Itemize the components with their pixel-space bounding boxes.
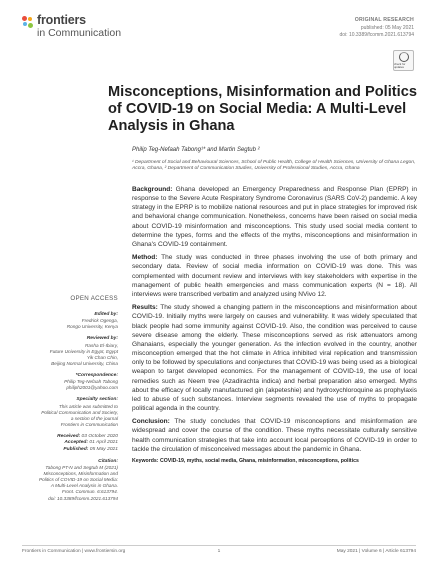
citation-line: Front. Commun. 6:613794. xyxy=(61,489,118,495)
article-type: ORIGINAL RESEARCH xyxy=(354,17,414,23)
keywords xyxy=(132,458,417,465)
footer-issue-info: May 2021 | Volume 6 | Article 613794 xyxy=(336,549,416,554)
abstract-background xyxy=(132,185,417,249)
edited-by-heading: Edited by: xyxy=(94,312,118,317)
keywords-label: Keywords: xyxy=(132,458,159,465)
keywords-text: COVID-19, myths, social media, Ghana, misinformation, misconceptions, politics xyxy=(158,458,359,465)
published-date-sidebar xyxy=(22,447,118,453)
background-text: Ghana developed an Emergency Preparedness and Response Plan (EPRP) in response to the Severe Acute Respiratory Syndrome Coronavirus (SARS CoV-2) pandemic. A key strategy in the EPRP is to mobilize national resources and put in place strategies for improved risk and behavioral change communication. Nonetheless, concerns have been raised on social media about COVID-19 misinformation and misconceptions. This study used social media content to determine the types, forms and the effects of the myths, misconceptions and misinformation in Ghana's COVID-19 containment. xyxy=(132,186,417,248)
citation-line: A Multi-Level Analysis in Ghana. xyxy=(50,483,118,489)
published-label: Published: xyxy=(63,446,89,452)
citation xyxy=(22,459,118,502)
received-value: 03 October 2020 xyxy=(80,433,118,439)
reviewer-affiliation: Future University in Egypt, Egypt xyxy=(49,348,118,354)
reviewed-by xyxy=(22,336,118,367)
citation-heading: Citation: xyxy=(98,458,118,464)
article-meta xyxy=(340,17,415,38)
editor-name: Fredrick Ogenga, xyxy=(81,318,118,324)
logo-journal: in Communication xyxy=(37,26,122,39)
citation-line: Tabong PT-N and Segtub M (2021) xyxy=(45,465,118,471)
frontiers-logo[interactable] xyxy=(22,14,121,38)
correspondence-heading: *Correspondence: xyxy=(75,372,118,378)
abstract-conclusion xyxy=(132,417,417,454)
citation-line: Politics of COVID-19 on Social Media: xyxy=(39,477,118,483)
background-label: Background: xyxy=(132,186,173,193)
results-text: The study showed a changing pattern in the misconceptions and misinformation about COVID-19. Initially myths were largely on causes and vulnerability. It was widely speculated that black people had some immunity against COVID-19. Also, the condition was perceived to cause severe disease among the elderly. These misconceptions served as risk attenuators among Ghanaians, especially the younger generation. As the infection evolved in the country, another misconception emerged that the hot climate in Africa inhibited viral replication and transmission only to be followed by speculations and conjectures that COVID-19 was being used as a biological weapon to target developed economics. For the management of COVID-19, the use of local remedies such as Neem tree (Azadirachta indica) and herbal preparation also emerged. Myths about the efficacy of locally manufactured gin (akpeteshie) and hydroxychloroquine as prophylaxis led to abuse of such substances. Interview segments revealed the use of myths to propagate political agenda in the country. xyxy=(132,304,417,412)
specialty-line: This article was submitted to xyxy=(58,403,118,409)
page-number: 1 xyxy=(217,549,221,554)
specialty-line: a section of the journal xyxy=(70,415,118,421)
published-date: published: 05 May 2021 xyxy=(360,24,414,31)
check-badge-caption: check for updates xyxy=(394,62,406,69)
specialty-line: Frontiers in Communication xyxy=(60,421,118,427)
abstract-method xyxy=(132,253,417,299)
correspondent-email-link[interactable]: philiph2001@yahoo.com xyxy=(66,385,118,391)
received-label: Received: xyxy=(57,433,81,439)
correspondent-name: Philip Teg-Nefaah Tabong xyxy=(64,379,118,385)
abstract xyxy=(132,185,417,469)
editor-affiliation: Rongo University, Kenya xyxy=(66,324,118,330)
conclusion-label: Conclusion: xyxy=(132,418,170,426)
footer-journal-link[interactable]: Frontiers in Communication | www.frontiersin.org xyxy=(22,549,126,554)
doi-link[interactable]: doi: 10.3389/fcomm.2021.613794 xyxy=(339,31,414,38)
abstract-results xyxy=(132,303,417,413)
citation-line: Misconceptions, Misinformation and xyxy=(43,471,118,477)
specialty-line: Political Communication and Society, xyxy=(41,409,118,415)
logo-dots-icon xyxy=(22,16,34,30)
article-title: Misconceptions, Misinformation and Politics of COVID-19 on Social Media: A Multi-Level Analysis in Ghana xyxy=(108,84,417,135)
affiliations: ¹ Department of Social and Behavioural Sciences, School of Public Health, College of Health Sciences, University of Ghana Legon, Accra, Ghana, ² Department of Communication Studies, University of Professional Studies, Accra, Ghana xyxy=(132,160,416,172)
open-access-label: OPEN ACCESS xyxy=(70,295,118,302)
specialty-heading: Specialty section: xyxy=(76,397,118,403)
reviewer-name: Yik Chan Chin, xyxy=(86,354,118,360)
conclusion-text: The study concludes that COVID-19 misconceptions and misinformation are widespread and cover the course of the condition. These myths necessitate culturally sensitive health communication strategies that take into account local perceptions of COVID-19 in order to tackle the circulation of misconceived messages about the pandemic in Ghana. xyxy=(132,418,417,453)
page-footer xyxy=(22,545,416,555)
article-sidebar xyxy=(22,295,118,508)
accepted-label: Accepted: xyxy=(64,440,88,446)
citation-doi-link[interactable]: doi: 10.3389/fcomm.2021.613794 xyxy=(48,495,118,501)
specialty-section xyxy=(22,397,118,428)
dates xyxy=(22,434,118,453)
method-label: Method: xyxy=(132,254,158,262)
logo-brand: frontiers xyxy=(37,13,86,27)
update-ring-icon xyxy=(399,52,409,62)
reviewer-name: Rasha El-Ibiary, xyxy=(85,342,118,348)
accepted-value: 01 April 2021 xyxy=(88,440,118,446)
reviewed-by-heading: Reviewed by: xyxy=(86,336,118,342)
authors: Philip Teg-Nefaah Tabong¹* and Martin Segtub ² xyxy=(132,147,260,153)
edited-by xyxy=(22,312,118,330)
published-value: 05 May 2021 xyxy=(88,446,118,452)
method-text: The study was conducted in three phases involving the use of both primary and secondary data. Review of social media information on COVID-19 was done. This was complemented with document review and interviews with key stakeholders with expertise in the management of public health emergencies and mass communication experts (N = 18). All interviews were transcribed verbatim and analyzed using NVivo 12. xyxy=(132,254,417,298)
reviewer-affiliation: Beijing Normal University, China xyxy=(51,360,118,366)
results-label: Results: xyxy=(132,304,158,312)
correspondence xyxy=(22,373,118,391)
check-for-updates-button[interactable] xyxy=(393,50,414,71)
